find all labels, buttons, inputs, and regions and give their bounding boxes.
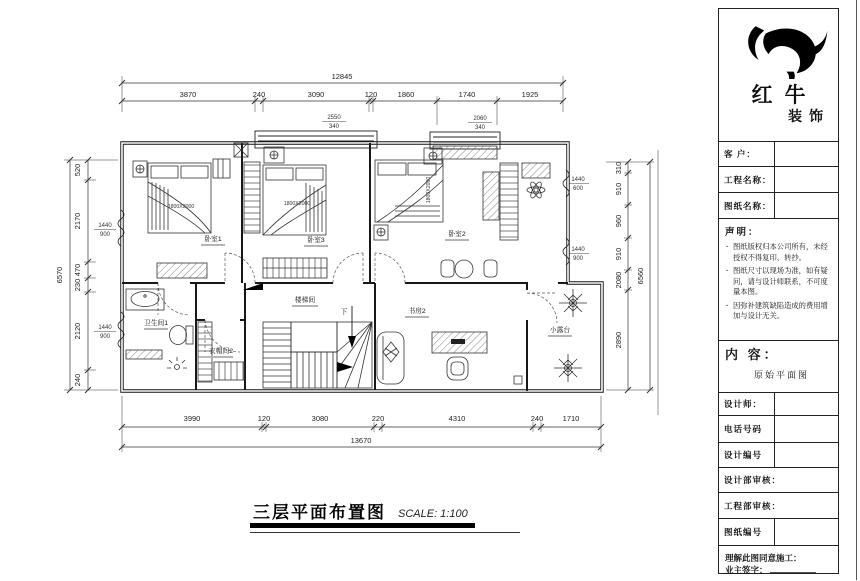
row-sheet-no <box>719 519 838 546</box>
bed-size-label: 1800X2000 <box>167 204 195 210</box>
company-logo-icon <box>727 13 831 79</box>
dim-bottom-3: 220 <box>371 414 385 423</box>
field-drawing <box>719 193 838 219</box>
customer-label: 客 户： <box>719 142 775 166</box>
window-tag: 1440 <box>98 223 112 229</box>
statement-heading: 声明： <box>725 227 760 238</box>
window-tag: 340 <box>328 124 340 130</box>
construction-agree-label: 理解此图同意施工： <box>725 553 802 563</box>
bed-size-label: 1800X2000 <box>426 176 432 204</box>
window-tag: 900 <box>572 256 584 262</box>
dim-left-4: 2120 <box>73 322 82 340</box>
dim-top-0: 3870 <box>179 90 197 99</box>
row-phone <box>719 416 838 443</box>
dim-left-overall: 6570 <box>55 266 64 284</box>
room-label-bathroom: 卫生间1 <box>143 320 169 327</box>
owner-signature-text: 业主签字： <box>725 565 768 575</box>
designer-label: 设计师： <box>719 393 775 415</box>
plan-title-text: 三层平面布置图 <box>253 503 386 522</box>
dim-right-1: 910 <box>614 182 623 196</box>
dim-right-overall: 6560 <box>636 267 645 285</box>
dim-right-3: 910 <box>614 247 623 261</box>
window-tag: 600 <box>572 186 584 192</box>
dim-right-0: 310 <box>614 161 623 175</box>
statement-item: · 因弥补建筑缺陷造成的费用增加与设计无关。 <box>733 301 834 322</box>
sheet-no-label: 图纸编号 <box>719 519 775 545</box>
dim-right-2: 960 <box>614 214 623 228</box>
room-label-cloakroom: 衣帽间2 <box>208 348 234 355</box>
row-design-audit <box>719 468 838 493</box>
room-label-study: 书房2 <box>408 308 426 315</box>
design-audit-label: 设计部审核： <box>724 475 782 485</box>
signature-cell <box>719 546 838 581</box>
eng-audit-label: 工程部审核： <box>724 500 782 511</box>
drawing-name-label: 图纸名称： <box>719 193 775 218</box>
dim-bottom-5: 240 <box>530 414 544 423</box>
dim-left-3: 230 <box>73 278 82 292</box>
window-tag: 340 <box>474 125 486 131</box>
content-heading: 内 容： <box>725 347 780 362</box>
bed-bedroom3 <box>263 165 326 235</box>
statement-list <box>725 242 834 322</box>
statement-cell <box>719 219 838 341</box>
sheet-edge-line <box>856 0 857 580</box>
ceiling-fan-icon <box>527 181 545 200</box>
dim-bottom-0: 3990 <box>183 414 201 423</box>
row-eng-audit <box>719 493 838 519</box>
dim-bottom-6: 1710 <box>562 414 580 423</box>
stairs <box>263 306 372 388</box>
window-tag: 1440 <box>571 247 585 253</box>
window-tag: 900 <box>99 334 111 340</box>
dim-left-0: 520 <box>73 163 82 177</box>
sheet-title <box>250 502 520 533</box>
dim-top-overall: 12845 <box>331 72 353 81</box>
dim-right-4: 2080 <box>614 271 623 289</box>
dim-bottom-4: 4310 <box>448 414 466 423</box>
room-label-bedroom3: 卧室3 <box>307 237 325 244</box>
statement-item: · 图纸版权归本公司所有，未经授权不得复印、转抄。 <box>733 242 834 263</box>
room-label-bedroom2: 卧室2 <box>448 231 466 238</box>
dim-left-2: 470 <box>73 263 82 277</box>
window-tag: 1440 <box>98 325 112 331</box>
dim-top-2: 3090 <box>307 90 325 99</box>
window-tag: 1440 <box>571 177 585 183</box>
content-value: 原始平面图 <box>753 370 809 380</box>
room-label-stairwell: 楼梯间 <box>294 297 316 304</box>
dim-right-5: 2890 <box>614 331 623 349</box>
signature-line[interactable] <box>770 564 816 573</box>
dim-top-4: 1860 <box>397 90 415 99</box>
content-cell <box>719 341 838 393</box>
row-designer <box>719 393 838 416</box>
stair-down-label: 下 <box>340 309 348 316</box>
row-design-no <box>719 443 838 468</box>
dim-top-6: 1925 <box>521 90 539 99</box>
study-furniture <box>377 332 522 384</box>
dim-bottom-2: 3080 <box>311 414 329 423</box>
bed-bedroom1 <box>148 163 211 233</box>
room-label-bedroom1: 卧室1 <box>204 236 222 243</box>
window-tag: 900 <box>99 232 111 238</box>
brand-subname: 装饰 <box>788 108 830 124</box>
dim-chain-top <box>119 76 566 125</box>
owner-signature-label <box>725 564 833 576</box>
dim-bottom-overall: 13670 <box>350 436 372 445</box>
window-tag: 2060 <box>473 116 487 122</box>
dim-top-3: 120 <box>364 90 378 99</box>
bed-size-label: 1800X2000 <box>283 201 311 207</box>
dim-top-1: 240 <box>252 90 266 99</box>
design-no-label: 设计编号 <box>719 443 775 467</box>
bed-bedroom2 <box>375 160 443 222</box>
dim-top-5: 1740 <box>458 90 476 99</box>
room-label-terrace: 小露台 <box>549 327 571 334</box>
phone-label: 电话号码 <box>719 416 775 442</box>
dim-left-1: 2170 <box>73 212 82 230</box>
brand-name: 红牛 <box>751 84 818 107</box>
statement-item: · 图纸尺寸以现场为准，如有疑问，请与设计师联系，不可度量本图。 <box>733 266 834 298</box>
field-project <box>719 167 838 193</box>
plan-scale-text: SCALE: 1:100 <box>398 508 468 520</box>
logo-cell <box>719 9 838 142</box>
dim-bottom-1: 120 <box>257 414 271 423</box>
field-customer <box>719 142 838 167</box>
window-tag: 2550 <box>327 115 341 121</box>
title-block <box>718 8 839 574</box>
project-name-label: 工程名称： <box>719 167 775 192</box>
dim-left-5: 240 <box>73 373 82 387</box>
